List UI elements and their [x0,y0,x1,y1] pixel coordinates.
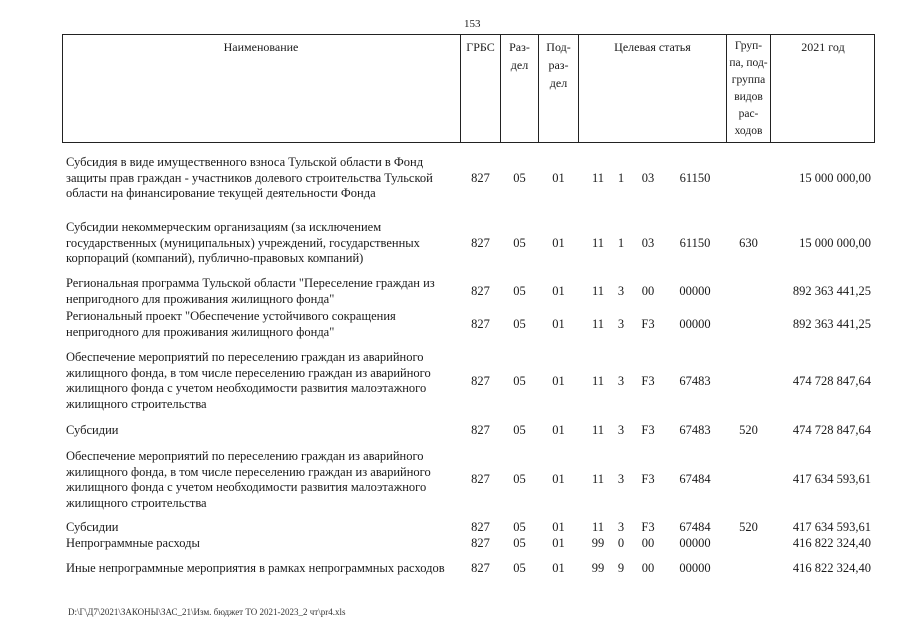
cell-target-direction: 67483 [679,423,711,437]
cell-target-program: 11 [591,472,605,486]
cell-grbs: 827 [471,561,490,575]
cell-target-subprogram: 1 [617,171,625,185]
header-target: Целевая статья [614,40,691,54]
cell-target-event: 00 [641,561,655,575]
cell-target-program: 11 [591,423,605,437]
row-name: Иные непрограммные мероприятия в рамках непрограммных расходов [66,561,445,575]
header-year: 2021 год [801,40,845,54]
cell-target-program: 11 [591,284,605,298]
cell-target-direction: 67483 [679,374,711,388]
cell-target-subprogram: 0 [617,536,625,550]
cell-target-subprogram: 3 [617,374,625,388]
cell-target-direction: 00000 [679,561,711,575]
cell-grbs: 827 [471,520,490,534]
cell-target-event: F3 [641,423,655,437]
cell-target-program: 11 [591,171,605,185]
cell-podrazdel: 01 [552,536,565,550]
cell-podrazdel: 01 [552,561,565,575]
cell-podrazdel: 01 [552,171,565,185]
cell-amount: 474 728 847,64 [792,374,871,388]
cell-amount: 416 822 324,40 [792,561,871,575]
cell-target-direction: 00000 [679,317,711,331]
cell-podrazdel: 01 [552,520,565,534]
cell-target-subprogram: 9 [617,561,625,575]
row-name: Региональный проект "Обеспечение устойчивого сокращения непригодного для проживания жилищного фонда" [66,309,396,339]
cell-razdel: 05 [513,171,526,185]
cell-target-subprogram: 3 [617,520,625,534]
cell-target-event: 00 [641,536,655,550]
cell-amount: 892 363 441,25 [792,284,871,298]
cell-group: 520 [739,520,758,534]
cell-group: 520 [739,423,758,437]
row-name: Субсидии [66,423,119,437]
row-name: Обеспечение мероприятий по переселению граждан из аварийного жилищного фонда, в том числе переселению граждан из аварийного жилищного фонда с учетом необходимости развития малоэтажного жилищного строительства [66,350,431,411]
cell-amount: 15 000 000,00 [799,171,871,185]
cell-target-program: 11 [591,520,605,534]
cell-grbs: 827 [471,317,490,331]
cell-podrazdel: 01 [552,284,565,298]
cell-target-direction: 00000 [679,536,711,550]
cell-razdel: 05 [513,472,526,486]
cell-target-direction: 61150 [679,171,711,185]
cell-group: 630 [739,236,758,250]
header-name: Наименование [223,40,299,54]
cell-target-direction: 00000 [679,284,711,298]
cell-grbs: 827 [471,374,490,388]
row-name: Непрограммные расходы [66,536,200,550]
cell-grbs: 827 [471,171,490,185]
header-group: Груп- па, под- группа видов рас- ходов [729,40,768,137]
cell-grbs: 827 [471,472,490,486]
cell-target-program: 99 [591,536,605,550]
cell-grbs: 827 [471,536,490,550]
cell-podrazdel: 01 [552,423,565,437]
cell-razdel: 05 [513,561,526,575]
cell-target-subprogram: 3 [617,472,625,486]
cell-target-event: F3 [641,374,655,388]
cell-razdel: 05 [513,236,526,250]
file-path-footer: D:\Г\Д7\2021\ЗАКОНЫ\ЗАС_21\Изм. бюджет ТО 2021-2023_2 чт\pr4.xls [68,607,346,617]
cell-razdel: 05 [513,317,526,331]
cell-amount: 474 728 847,64 [792,423,871,437]
cell-grbs: 827 [471,423,490,437]
cell-grbs: 827 [471,284,490,298]
cell-razdel: 05 [513,374,526,388]
cell-target-subprogram: 3 [617,423,625,437]
row-name: Субсидии [66,520,119,534]
cell-target-event: 00 [641,284,655,298]
row-name: Субсидии некоммерческим организациям (за исключением государственных (муниципальных) учреждений, государственных корпораций (компаний), публично-правовых компаний) [66,220,420,265]
cell-target-direction: 67484 [679,472,711,486]
cell-amount: 15 000 000,00 [799,236,871,250]
cell-grbs: 827 [471,236,490,250]
cell-target-subprogram: 3 [617,284,625,298]
cell-target-event: F3 [641,472,655,486]
cell-podrazdel: 01 [552,317,565,331]
cell-target-event: 03 [641,171,655,185]
cell-razdel: 05 [513,536,526,550]
cell-amount: 417 634 593,61 [792,520,871,534]
cell-target-direction: 67484 [679,520,711,534]
cell-target-event: F3 [641,520,655,534]
cell-amount: 892 363 441,25 [792,317,871,331]
cell-target-event: 03 [641,236,655,250]
cell-razdel: 05 [513,284,526,298]
cell-target-program: 11 [591,374,605,388]
cell-razdel: 05 [513,520,526,534]
header-razdel: Раз- дел [509,40,530,72]
header-grbs: ГРБС [466,40,495,54]
row-name: Региональная программа Тульской области "Переселение граждан из непригодного для проживания жилищного фонда" [66,276,435,306]
cell-target-event: F3 [641,317,655,331]
cell-target-subprogram: 1 [617,236,625,250]
cell-target-subprogram: 3 [617,317,625,331]
row-name: Субсидия в виде имущественного взноса Тульской области в Фонд защиты прав граждан - участников долевого строительства Тульской области на финансирование текущей деятельности Фонда [66,155,433,200]
cell-target-direction: 61150 [679,236,711,250]
cell-podrazdel: 01 [552,472,565,486]
cell-amount: 416 822 324,40 [792,536,871,550]
cell-target-program: 11 [591,317,605,331]
row-name: Обеспечение мероприятий по переселению граждан из аварийного жилищного фонда, в том числе переселению граждан из аварийного жилищного фонда с учетом необходимости развития малоэтажного жилищного строительства [66,449,431,510]
cell-podrazdel: 01 [552,236,565,250]
cell-podrazdel: 01 [552,374,565,388]
header-podrazdel: Под- раз- дел [546,40,571,90]
page-number: 153 [464,18,481,30]
cell-razdel: 05 [513,423,526,437]
cell-target-program: 11 [591,236,605,250]
cell-target-program: 99 [591,561,605,575]
cell-amount: 417 634 593,61 [792,472,871,486]
